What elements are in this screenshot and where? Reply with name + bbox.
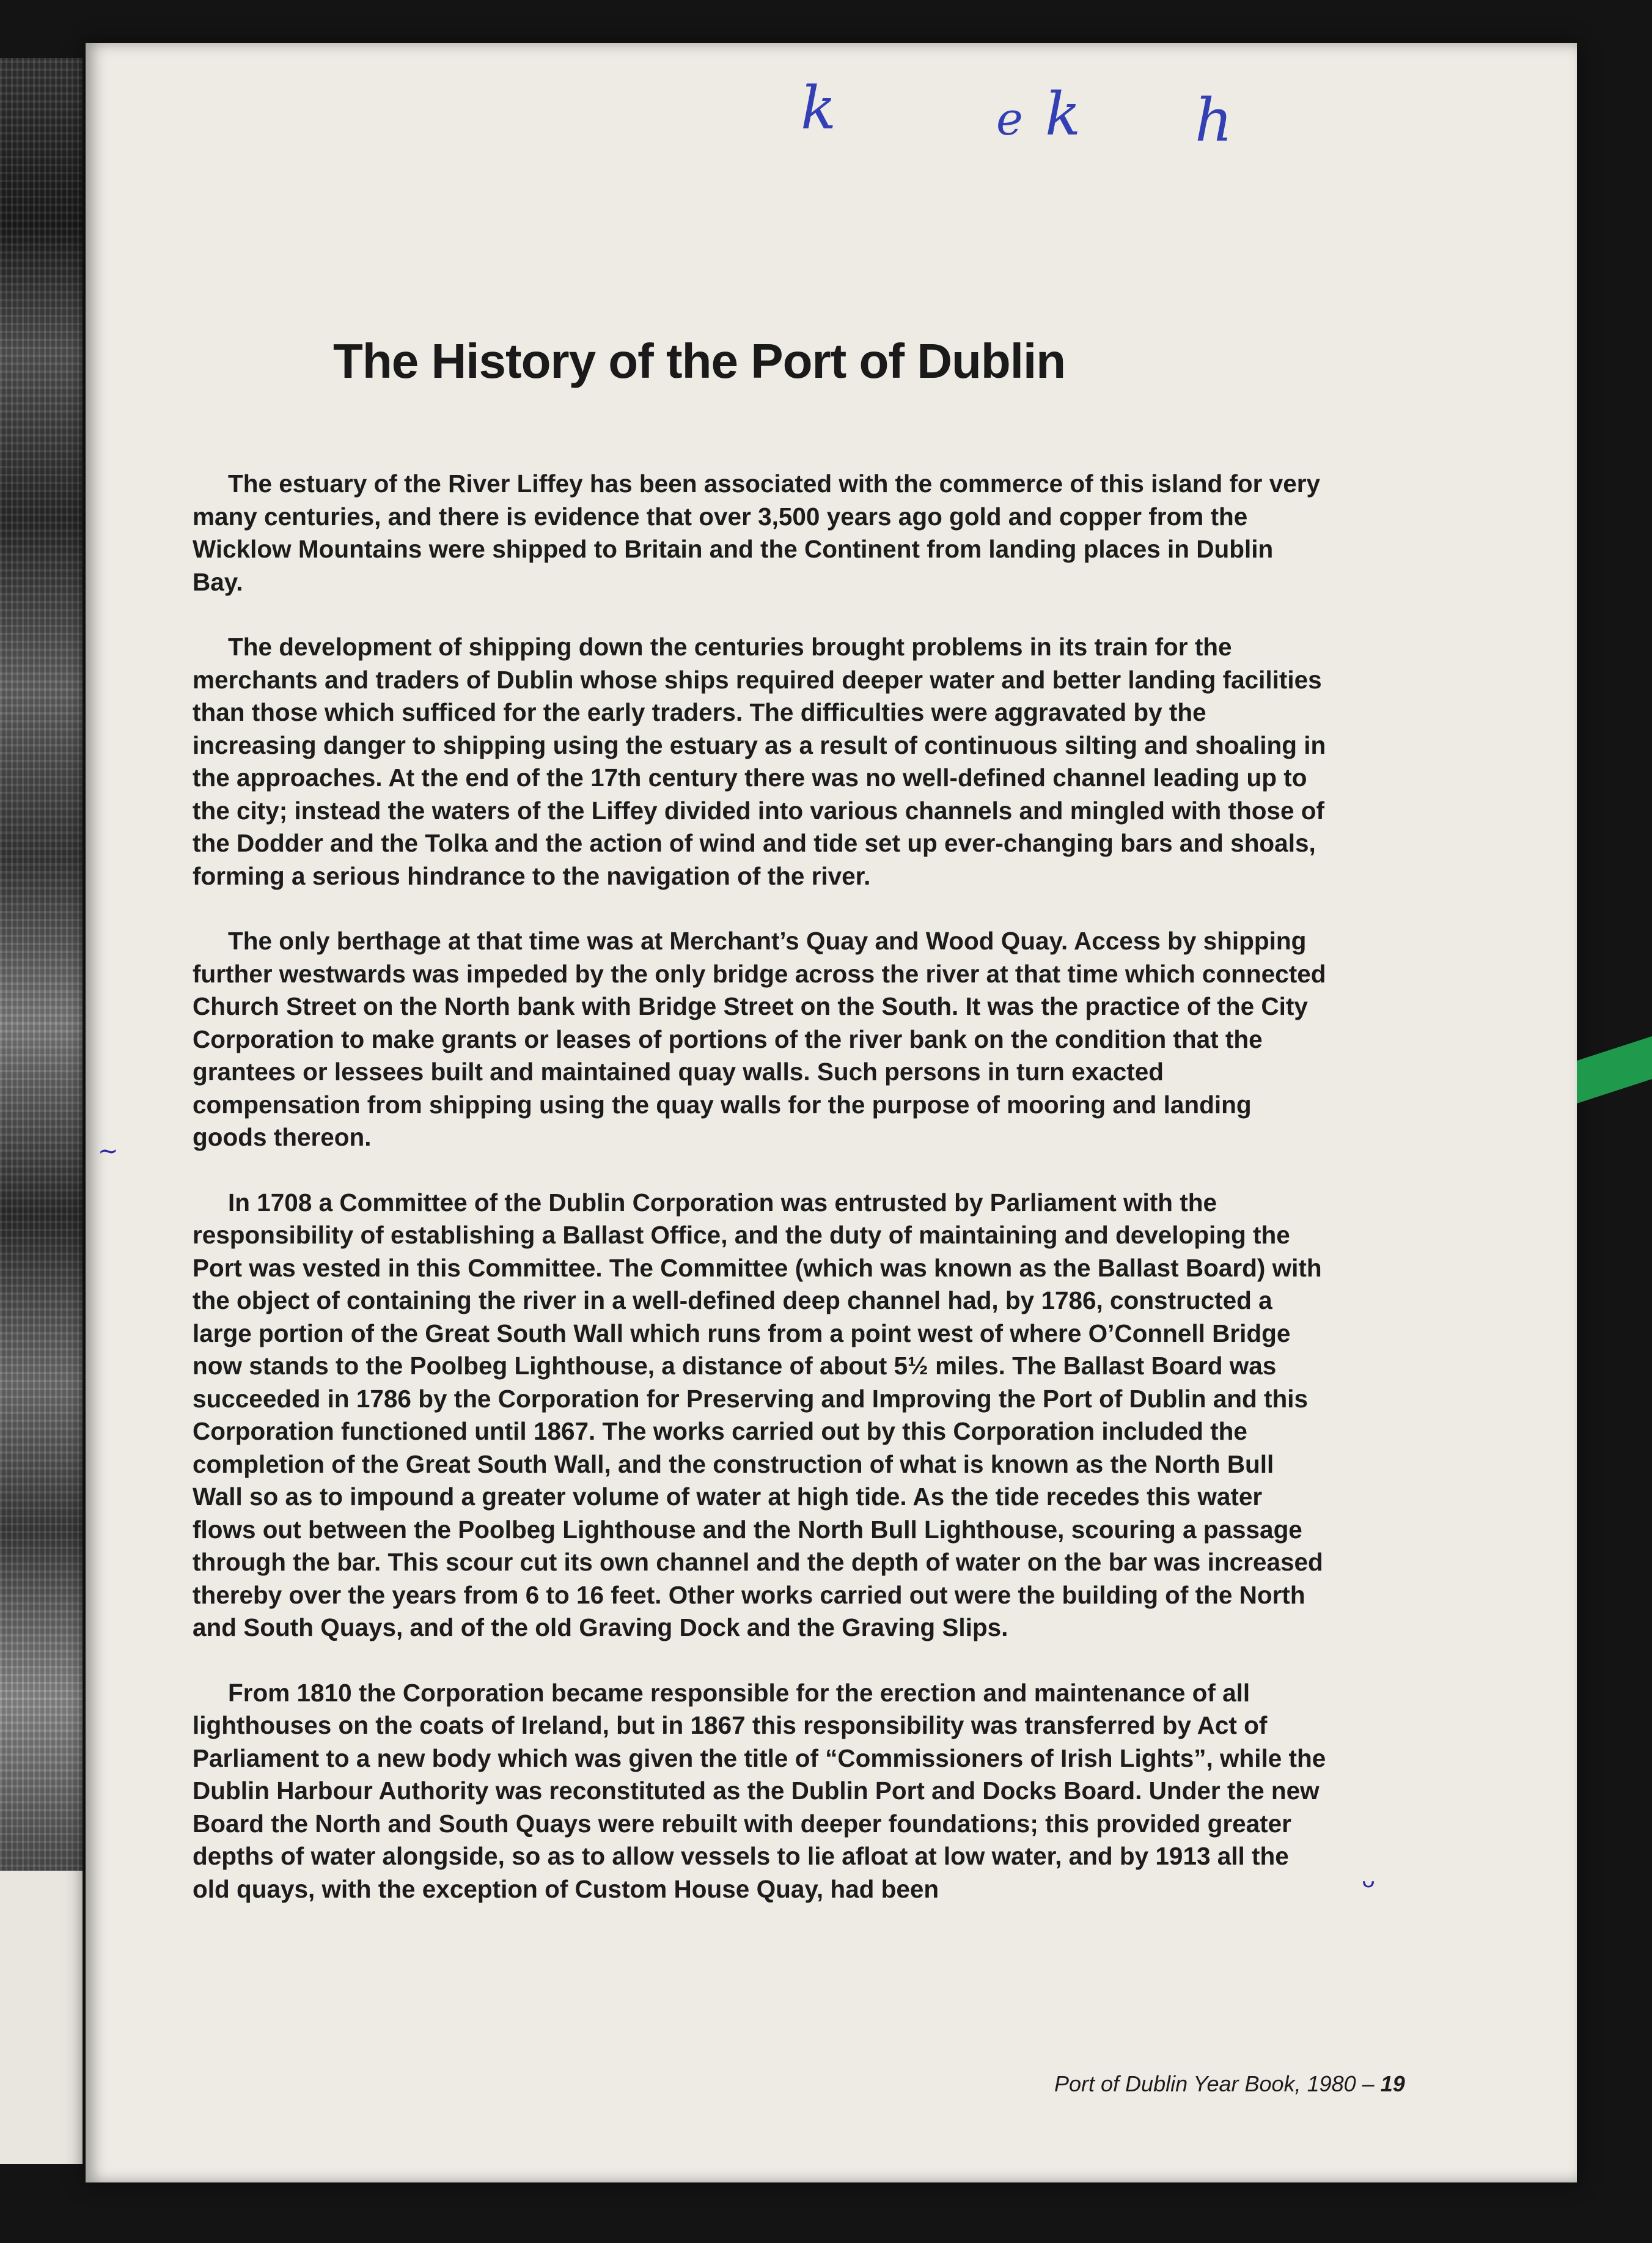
page-footer [1054,2071,1405,2097]
handwritten-mark-4: h [1195,86,1233,155]
handwritten-mark-3: k [1045,80,1081,149]
page-tab-marker [1577,1036,1652,1103]
paragraph-5: From 1810 the Corporation became responsible for the erection and maintenance of all lighthouses on the coats of Ireland, but in 1867 this responsibility was transferred by Act of Parliament to a new body which was given the title of “Commissioners of Irish Lights”, while the Dublin Harbour Authority was reconstituted as the Dublin Port and Docks Board. Under the new Board the North and South Quays were rebuilt with deeper foundations; this provided greater depths of water alongside, so as to allow vessels to lie afloat at low water, and by 1913 all the old quays, with the exception of Custom House Quay, had been [193,1678,1326,1903]
adjacent-page-margin [0,1871,83,2164]
paragraph-2: The development of shipping down the centuries brought problems in its train for the merchants and traders of Dublin whose ships required deeper water and better landing facilities than those which sufficed for the early traders. The difficulties were aggravated by the increasing danger to shipping using the estuary as a result of continuous silting and shoaling in the approaches. At the end of the 17th century there was no well-defined channel leading up to the city; instead the waters of the Liffey divided into various channels and mingled with those of the Dodder and the Tolka and the action of wind and tide set up ever-changing bars and shoals, forming a serious hindrance to the navigation of the river. [193,633,1326,890]
footer-text: Port of Dublin Year Book, 1980 – [1054,2071,1375,2096]
page-number: 19 [1380,2071,1405,2096]
paragraph-3: The only berthage at that time was at Merchant’s Quay and Wood Quay. Access by shipping further westwards was impeded by the only bridge across the river at that time which connected Church Street on the North bank with Bridge Street on the South. It was the practice of the City Corporation to make grants or leases of portions of the river bank on the condition that the grantees or lessees built and maintained quay walls. Such persons in turn exacted compensation from shipping using the quay walls for the purpose of mooring and landing goods thereon. [193,927,1326,1151]
margin-tick-mark: ~ [98,1137,119,1165]
handwritten-mark-2: e [996,93,1023,145]
article-body [193,468,1329,1938]
paragraph-1: The estuary of the River Liffey has been associated with the commerce of this island for very many centuries, and there is evidence that over 3,500 years ago gold and copper from the Wicklow Mountains were shipped to Britain and the Continent from landing places in Dublin Bay. [193,470,1321,596]
handwritten-annotations [788,70,1277,168]
adjacent-page-photo [0,58,83,2161]
handwritten-mark-1: k [801,74,837,142]
paragraph-4: In 1708 a Committee of the Dublin Corporation was entrusted by Parliament with the responsibility of establishing a Ballast Office, and the duty of maintaining and developing the Port was vested in this Committee. The Committee (which was known as the Ballast Board) with the object of containing the river in a well-defined deep channel had, by 1786, constructed a large portion of the Great South Wall which runs from a point west of where O’Connell Bridge now stands to the Poolbeg Lighthouse, a distance of about 5½ miles. The Ballast Board was succeeded in 1786 by the Corporation for Preserving and Improving the Port of Dublin and this Corporation functioned until 1867. The works carried out by this Corporation included the completion of the Great South Wall, and the construction of what is known as the North Bull Wall so as to impound a greater volume of water at high tide. As the tide recedes this water flows out between the Poolbeg Lighthouse and the North Bull Lighthouse, scouring a passage through the bar. This scour cut its own channel and the depth of water on the bar was increased thereby over the years from 6 to 16 feet. Other works carried out were the building of the North and South Quays, and of the old Graving Dock and the Graving Slips. [193,1188,1323,1641]
margin-tick-mark: ᴗ [1362,1868,1376,1893]
page-title: The History of the Port of Dublin [333,334,1066,388]
